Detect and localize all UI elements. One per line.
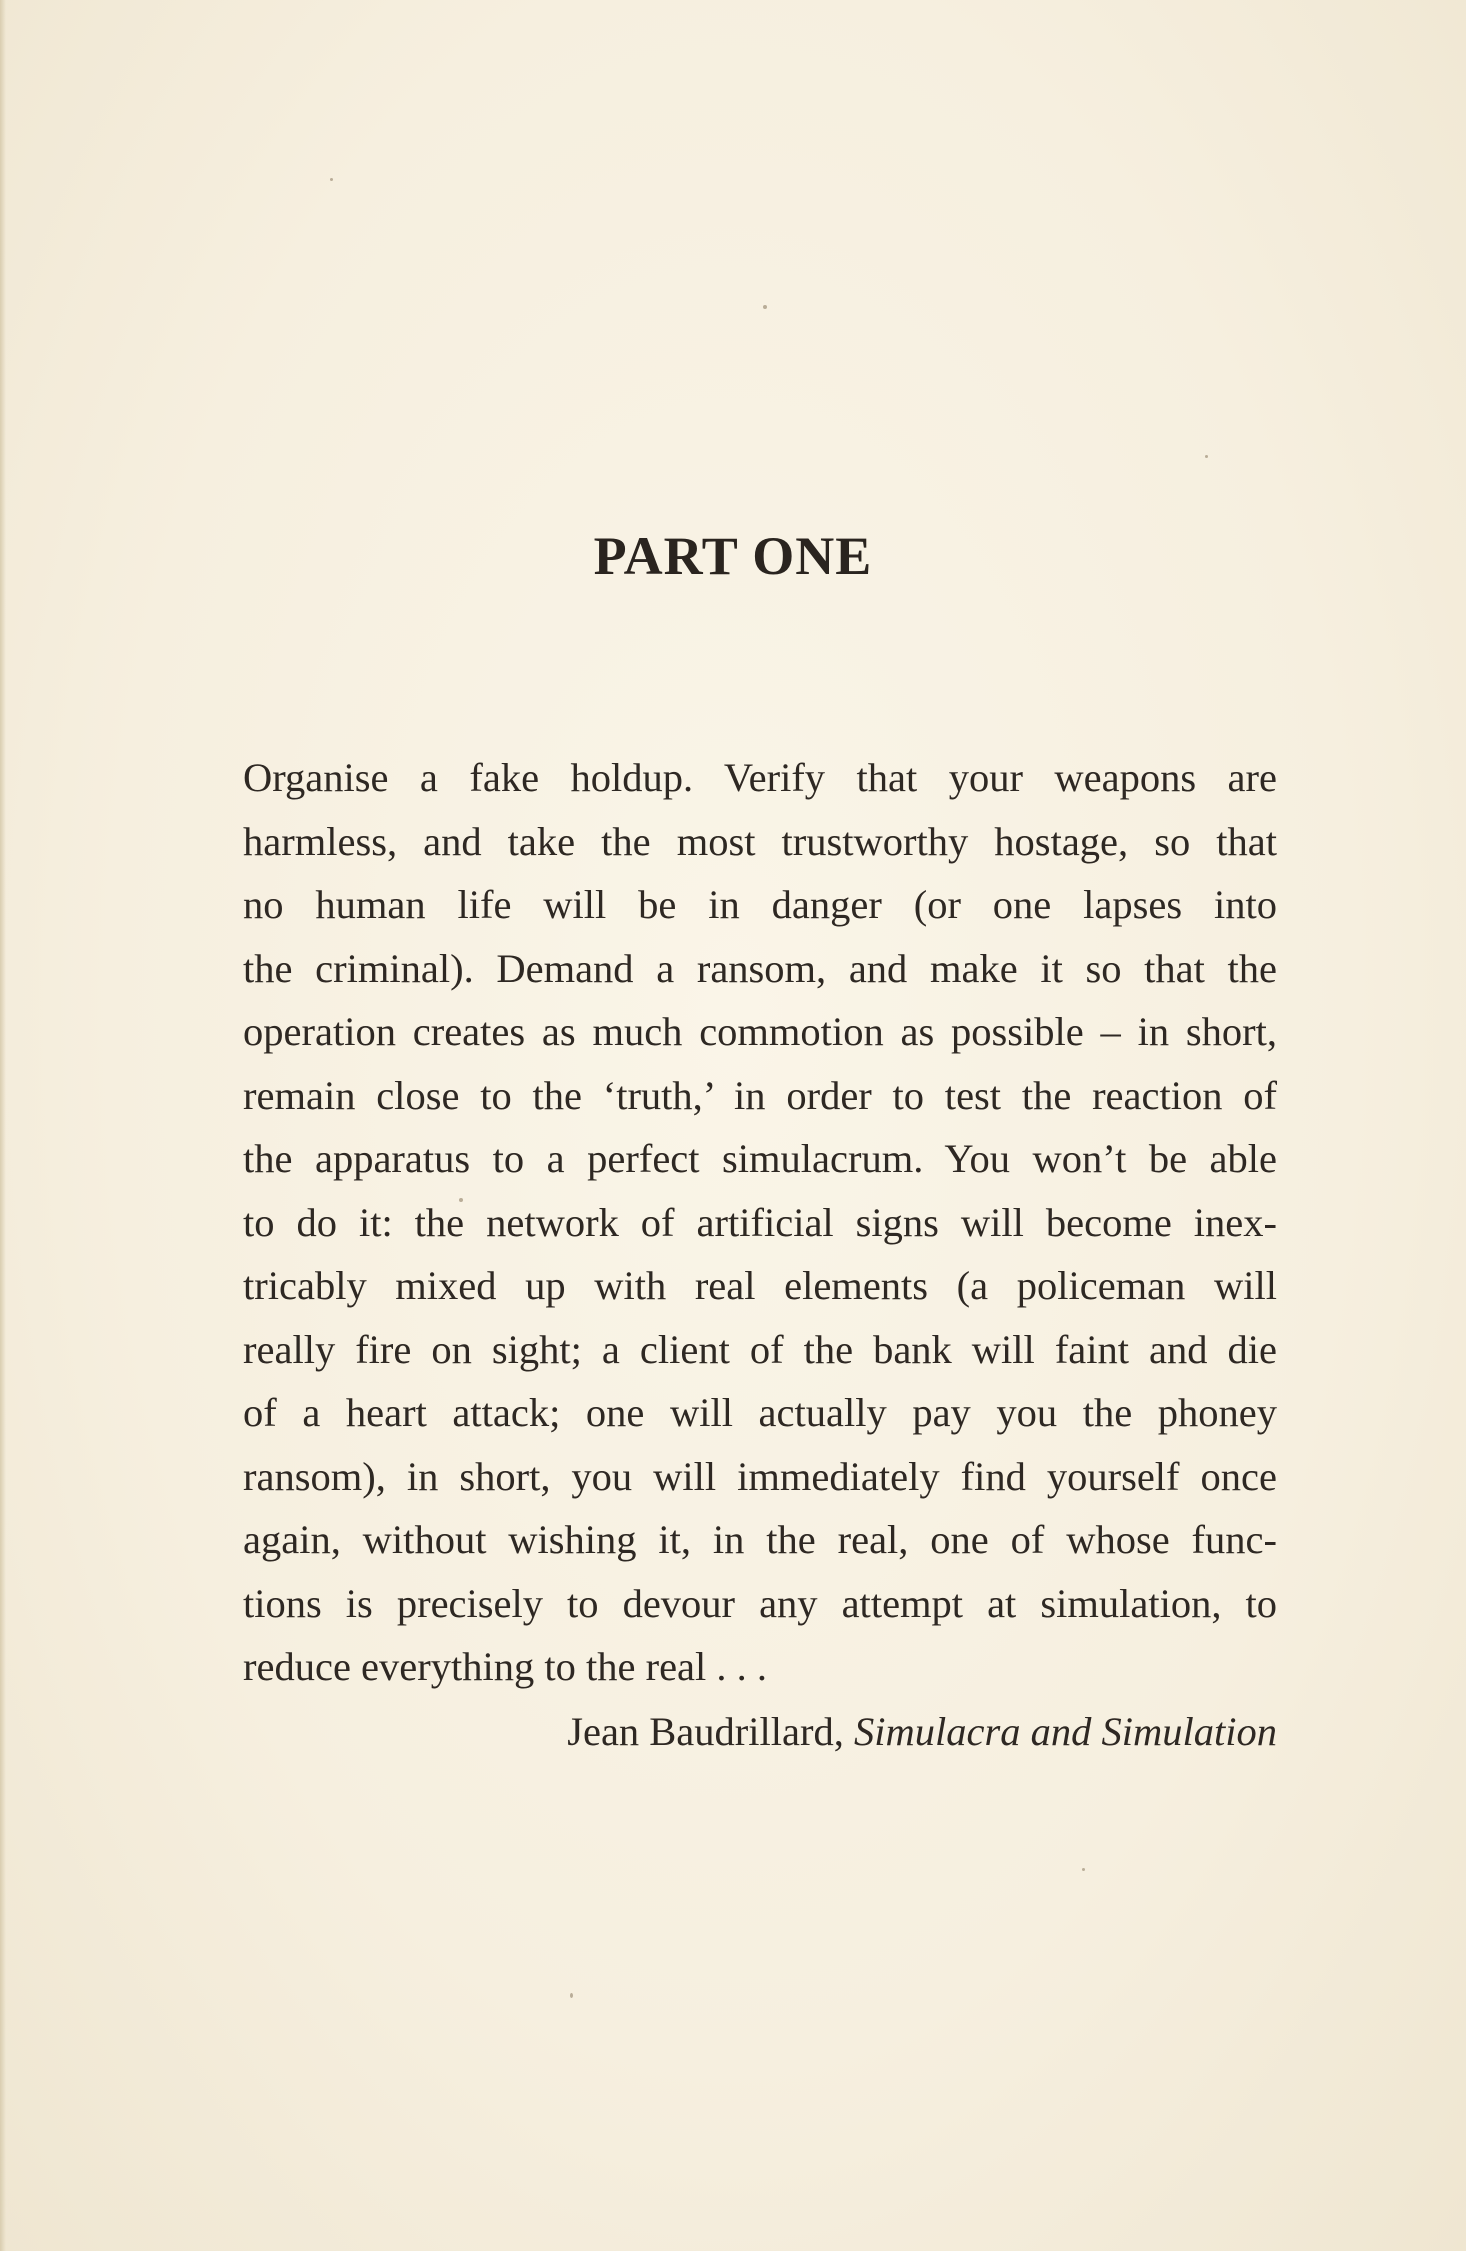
epigraph-line: tricably mixed up with real elements (a policeman will (243, 1263, 1277, 1308)
epigraph-line: the apparatus to a perfect simulacrum. You won’t be able (243, 1136, 1277, 1181)
paper-speck (1082, 1868, 1085, 1871)
epigraph-line: ransom), in short, you will immediately find yourself once (243, 1453, 1277, 1499)
paper-speck (330, 178, 333, 181)
epigraph-line: to do it: the network of artificial signs will become inex- (243, 1199, 1277, 1245)
paper-speck (1205, 455, 1208, 458)
epigraph-line: again, without wishing it, in the real, one of whose func- (243, 1517, 1277, 1562)
epigraph-quote (243, 746, 1277, 1699)
epigraph-line: of a heart attack; one will actually pay you the phoney (243, 1390, 1277, 1435)
epigraph-line: really fire on sight; a client of the bank will faint and die (243, 1326, 1277, 1372)
epigraph-line: Organise a fake holdup. Verify that your weapons are (243, 755, 1277, 800)
paper-speck (763, 305, 767, 309)
attribution-author: Jean Baudrillard, (567, 1709, 844, 1754)
epigraph-line: operation creates as much commotion as possible – in short, (243, 1009, 1277, 1054)
epigraph-line: no human life will be in danger (or one lapses into (243, 882, 1277, 927)
part-heading: PART ONE (593, 526, 873, 587)
epigraph-line: reduce everything to the real . . . (243, 1644, 768, 1689)
epigraph-attribution (243, 1700, 1277, 1764)
epigraph-line: the criminal). Demand a ransom, and make it so that the (243, 945, 1277, 991)
epigraph-line: tions is precisely to devour any attempt at simulation, to (243, 1580, 1277, 1626)
paper-speck (570, 1993, 573, 1998)
attribution-work-title: Simulacra and Simulation (854, 1709, 1277, 1754)
epigraph-line: harmless, and take the most trustworthy hostage, so that (243, 818, 1277, 864)
page-spine-edge (0, 0, 6, 2251)
epigraph-line: remain close to the ‘truth,’ in order to test the reaction of (243, 1072, 1277, 1118)
